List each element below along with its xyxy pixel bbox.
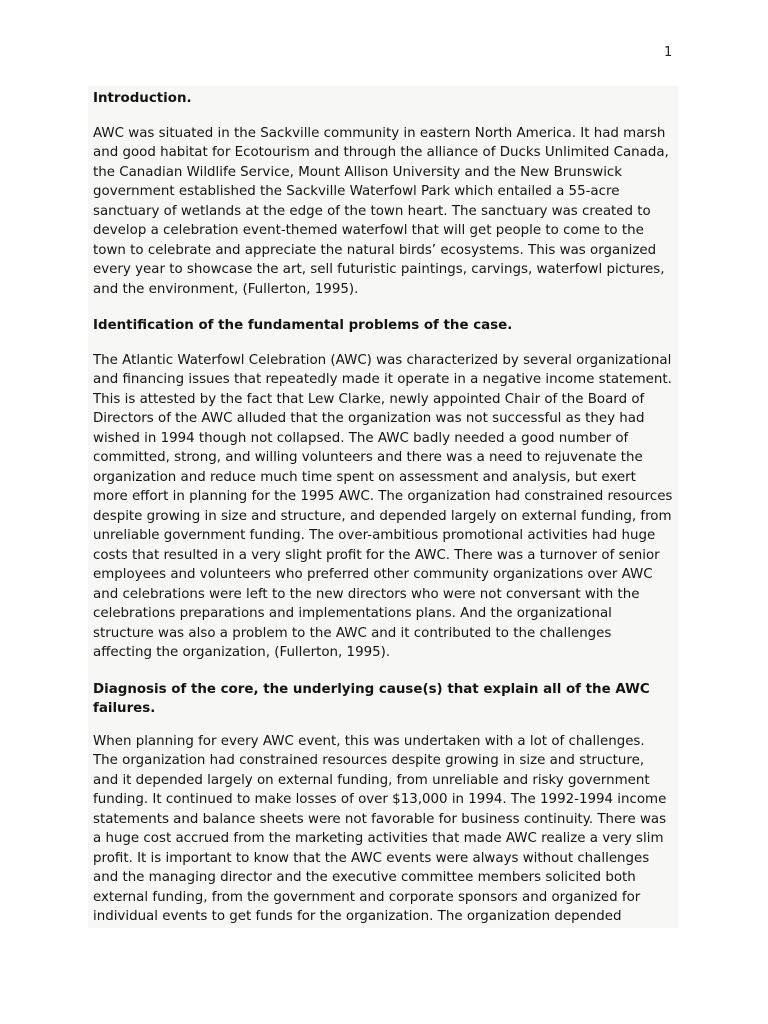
page-number: 1 — [664, 45, 673, 60]
document-body — [88, 86, 678, 928]
section-paragraph-identification: The Atlantic Waterfowl Celebration (AWC) was characterized by several organizational and financing issues that repeatedly made it operate in a negative income statement. This is attested by the fact that Lew Clarke, newly appointed Chair of the Board of Directors of the AWC alluded that the organization was not successful as they had wished in 1994 though not collapsed. The AWC badly needed a good number of committed, strong, and willing volunteers and there was a need to rejuvenate the organization and reduce much time spent on assessment and analysis, but exert more effort in planning for the 1995 AWC. The organization had constrained resources despite growing in size and structure, and depended largely on external funding, from unreliable government funding. The over-ambitious promotional activities had huge costs that resulted in a very slight profit for the AWC. There was a turnover of senior employees and volunteers who preferred other community organizations over AWC and celebrations were left to the new directors who were not conversant with the celebrations preparations and implementations plans. And the organizational structure was also a problem to the AWC and it contributed to the challenges affecting the organization, (Fullerton, 1995). — [93, 352, 673, 660]
section-heading-identification: Identification of the fundamental problems of the case. — [93, 318, 513, 333]
section-paragraph-introduction: AWC was situated in the Sackville community in eastern North America. It had marsh and good habitat for Ecotourism and through the alliance of Ducks Unlimited Canada, the Canadian Wildlife Service, Mount Allison University and the New Brunswick government established the Sackville Waterfowl Park which entailed a 55-acre sanctuary of wetlands at the edge of the town heart. The sanctuary was created to develop a celebration event-themed waterfowl that will get people to come to the town to celebrate and appreciate the natural birds’ ecosystems. This was organized every year to showcase the art, sell futuristic paintings, carvings, waterfowl pictures, and the environment, (Fullerton, 1995). — [93, 125, 669, 297]
section-heading-introduction: Introduction. — [93, 91, 192, 106]
section-paragraph-diagnosis: When planning for every AWC event, this was undertaken with a lot of challenges. The organization had constrained resources despite growing in size and structure, and it depended largely on external funding, from unreliable and risky government funding. It continued to make losses of over $13,000 in 1994. The 1992-1994 income statements and balance sheets were not favorable for business continuity. There was a huge cost accrued from the marketing activities that made AWC realize a very slim profit. It is important to know that the AWC events were always without challenges and the managing director and the executive committee members solicited both external funding, from the government and corporate sponsors and organized for individual events to get funds for the organization. The organization depended — [93, 733, 667, 924]
section-heading-diagnosis: Diagnosis of the core, the underlying cause(s) that explain all of the AWC failures. — [93, 681, 650, 716]
